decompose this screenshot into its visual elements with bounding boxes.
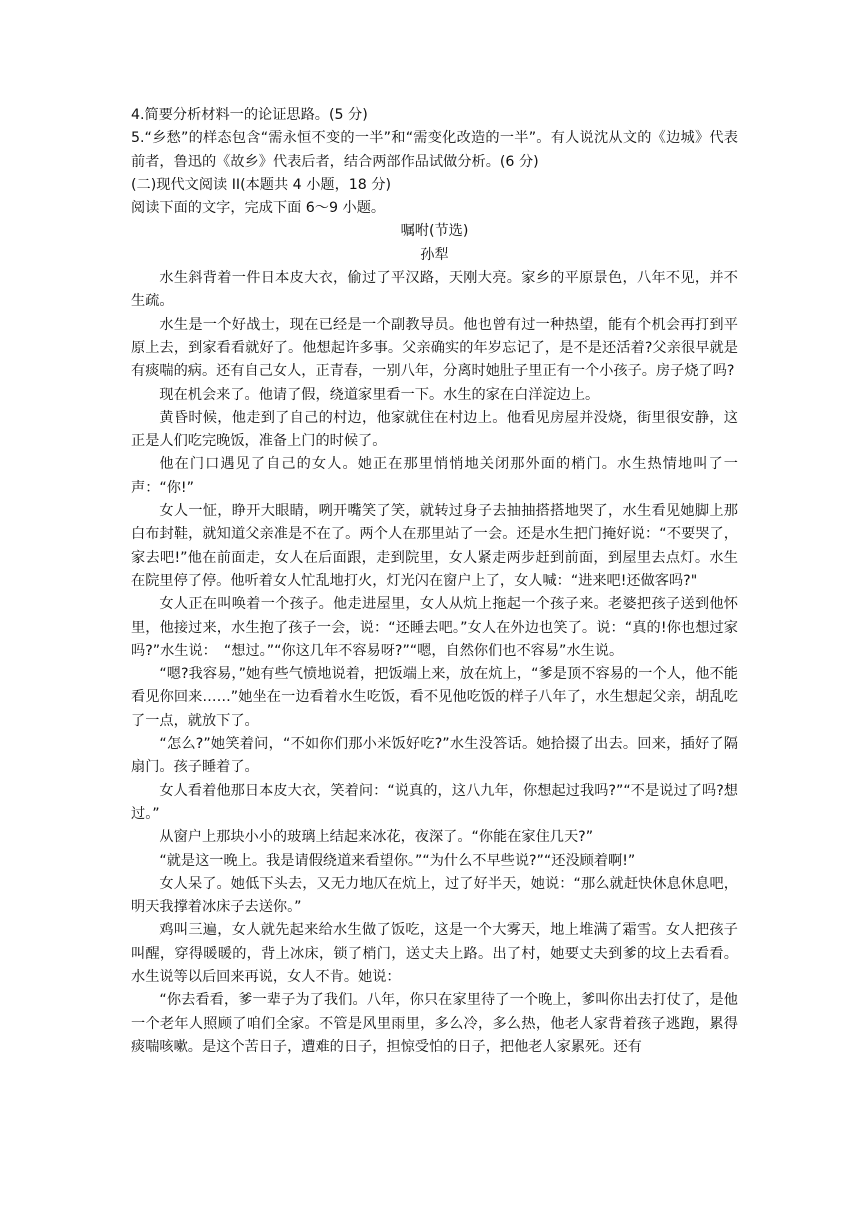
article-paragraph: 从窗户上那块小小的玻璃上结起来冰花，夜深了。“你能在家住几天?” xyxy=(159,829,594,846)
article-paragraph: 女人呆了。她低下头去，又无力地仄在炕上，过了好半天，她说：“那么就赶快休息休息吧，明天我撑着冰床子去送你。” xyxy=(131,875,738,916)
article-paragraph: 现在机会来了。他请了假，绕道家里看一下。水生的家在白洋淀边上。 xyxy=(159,386,600,403)
question-4: 4.简要分析材料一的论证思路。(5 分) xyxy=(131,107,368,123)
article-paragraph: 水生斜背着一件日本皮大衣，偷过了平汉路，天刚大亮。家乡的平原景色，八年不见，并不生疏。 xyxy=(131,270,738,310)
article-paragraph: 水生是一个好战士，现在已经是一个副教导员。他也曾有过一种热望，能有个机会再打到平原上去，到家看看就好了。他想起许多事。父亲确实的年岁忘记了，是不是还活着?父亲很早就是有痰喘的病。还有自己女人，正青春，一别八年，分离时她肚子里正有一个小孩子。房子烧了吗? xyxy=(131,316,738,380)
article-paragraph: “嗯?我容易，”她有些气愤地说着，把饭端上来，放在炕上，“爹是顶不容易的一个人，他不能看见你回来……”她坐在一边看着水生吃饭，看不见他吃饭的样子八年了，水生想起父亲，胡乱吃了一点，就放下了。 xyxy=(131,666,738,729)
article-paragraph: 女人看着他那日本皮大衣，笑着问：“说真的，这八九年，你想起过我吗?”“不是说过了吗?想过。” xyxy=(131,782,738,822)
article-paragraph: 女人一怔，睁开大眼睛，咧开嘴笑了笑，就转过身子去抽抽搭搭地哭了，水生看见她脚上那白布封鞋，就知道父亲准是不在了。两个人在那里站了一会。还是水生把门掩好说：“不要哭了，家去吧!”他在前面走，女人在后面跟，走到院里，女人紧走两步赶到前面，到屋里去点灯。水生在院里停了停。他听着女人忙乱地打火，灯光闪在窗户上了，女人喊：“进来吧!还做客吗?" xyxy=(131,503,738,589)
article-paragraph: 女人正在叫唤着一个孩子。他走进屋里，女人从炕上拖起一个孩子来。老婆把孩子送到他怀里，他接过来，水生抱了孩子一会，说：“还睡去吧。”女人在外边也笑了。说：“真的!你也想过家吗?”水生说： “想过。”“你这几年不容易呀?”“嗯，自然你们也不容易”水生说。 xyxy=(131,596,738,659)
article-paragraph: “怎么?”她笑着问，“不如你们那小米饭好吃?”水生没答话。她拾掇了出去。回来，插好了隔扇门。孩子睡着了。 xyxy=(131,736,738,776)
article-paragraph: 他在门口遇见了自己的女人。她正在那里悄悄地关闭那外面的梢门。水生热情地叫了一声：“你!” xyxy=(131,456,738,496)
article-paragraph: 鸡叫三遍，女人就先起来给水生做了饭吃，这是一个大雾天，地上堆满了霜雪。女人把孩子叫醒，穿得暖暖的，背上冰床，锁了梢门，送丈夫上路。出了村，她要丈夫到爹的坟上去看看。水生说等以后回来再说，女人不肯。她说： xyxy=(131,922,738,985)
article-paragraph: “就是这一晚上。我是请假绕道来看望你。”“为什么不早些说?”“还没顾着啊!” xyxy=(159,852,636,869)
article-paragraph: “你去看看，爹一辈子为了我们。八年，你只在家里待了一个晚上，爹叫你出去打仗了，是他一个老年人照顾了咱们全家。不管是风里雨里，多么冷，多么热，他老人家背着孩子逃跑，累得痰喘咳嗽。是这个苦日子，遭难的日子，担惊受怕的日子，把他老人家累死。还有 xyxy=(131,992,738,1055)
article-paragraph: 黄昏时候，他走到了自己的村边，他家就住在村边上。他看见房屋并没烧，街里很安静，这正是人们吃完晚饭，准备上门的时候了。 xyxy=(131,409,738,450)
section-heading: (二)现代文阅读 II(本题共 4 小题，18 分) xyxy=(131,176,392,193)
section-instruction: 阅读下面的文字，完成下面 6～9 小题。 xyxy=(131,200,386,217)
article-author: 孙犁 xyxy=(420,246,449,263)
question-5: 5.“乡愁”的样态包含“需永恒不变的一半”和“需变化改造的一半”。有人说沈从文的《边城》代表前者，鲁迅的《故乡》代表后者，结合两部作品试做分析。(6 分) xyxy=(131,130,738,170)
article-title: 嘱咐(节选) xyxy=(400,223,469,240)
